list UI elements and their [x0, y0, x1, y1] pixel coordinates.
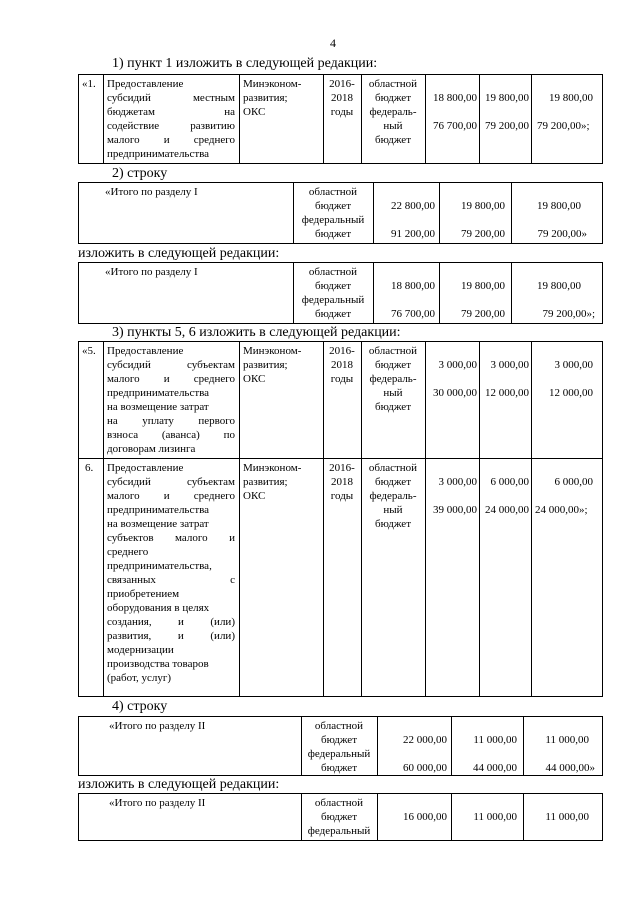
- amount-cell: 11 000,00: [545, 734, 589, 746]
- period-line: годы: [330, 106, 354, 118]
- executor-line: развития;: [243, 359, 288, 371]
- amount-cell: 3 000,00: [554, 359, 593, 371]
- source-line: бюджет: [375, 518, 411, 530]
- row-desc-line: бюджетам на: [107, 106, 235, 118]
- row-desc-line: модернизации: [107, 644, 174, 656]
- source-line: федераль-: [369, 373, 417, 385]
- source-line: областной: [368, 462, 418, 474]
- row-desc-line: субсидий субъектам: [107, 476, 235, 488]
- source-line: бюджет: [315, 280, 351, 292]
- executor-line: ОКС: [243, 106, 266, 118]
- total-label: «Итого по разделу I: [105, 186, 198, 198]
- page-number: 4: [330, 36, 336, 50]
- section1-heading: 1) пункт 1 изложить в следующей редакции:: [112, 56, 378, 71]
- executor-line: Минэконом-: [243, 78, 302, 90]
- source-line: федеральный: [307, 748, 371, 760]
- period-line: 2016-: [329, 78, 355, 90]
- amount-cell: 79 200,00»;: [542, 308, 595, 320]
- row-desc-line: Предоставление: [107, 345, 184, 357]
- row-desc-line: субсидий субъектам: [107, 359, 235, 371]
- amount-cell: 3 000,00: [438, 359, 477, 371]
- amount-cell: 39 000,00: [433, 504, 477, 516]
- row-desc-line: на уплату первого: [107, 415, 235, 427]
- row-desc-line: создания, и (или): [107, 616, 235, 628]
- row-desc-line: оборудования в целях: [107, 602, 210, 614]
- section1-table: [78, 74, 603, 164]
- row-desc-line: субсидий местным: [107, 92, 235, 104]
- row-desc-line: содействие развитию: [107, 120, 235, 132]
- amount-cell: 19 800,00: [461, 280, 505, 292]
- row-desc-line: малого и среднего: [107, 373, 235, 385]
- amount-cell: 79 200,00: [461, 308, 505, 320]
- amount-cell: 11 000,00: [545, 811, 589, 823]
- row-desc-line: договорам лизинга: [107, 443, 196, 455]
- section3-heading: 3) пункты 5, 6 изложить в следующей редакции:: [112, 325, 401, 340]
- amount-cell: 30 000,00: [433, 387, 477, 399]
- source-line: федераль-: [369, 490, 417, 502]
- source-line: бюджет: [321, 811, 357, 823]
- amount-cell: 19 800,00: [485, 92, 529, 104]
- amount-cell: 44 000,00: [473, 762, 517, 774]
- amount-cell: 6 000,00: [490, 476, 529, 488]
- row-desc-line: развития, и (или): [107, 630, 235, 642]
- amount-cell: 3 000,00: [490, 359, 529, 371]
- amount-cell: 79 200,00»;: [537, 120, 590, 132]
- amount-cell: 79 200,00»: [537, 228, 587, 240]
- source-line: областной: [368, 345, 418, 357]
- row-desc-line: взноса (аванса) по: [107, 429, 235, 441]
- period-line: 2018: [331, 92, 353, 104]
- executor-line: развития;: [243, 476, 288, 488]
- source-line: бюджет: [375, 476, 411, 488]
- source-line: бюджет: [315, 308, 351, 320]
- total-label: «Итого по разделу II: [109, 720, 206, 732]
- source-line: бюджет: [321, 734, 357, 746]
- section4-replace-heading: изложить в следующей редакции:: [78, 777, 280, 792]
- amount-cell: 11 000,00: [473, 734, 517, 746]
- row-desc-line: на возмещение затрат: [107, 518, 209, 530]
- amount-cell: 22 000,00: [403, 734, 447, 746]
- row-desc-line: (работ, услуг): [107, 672, 172, 684]
- amount-cell: 16 000,00: [403, 811, 447, 823]
- row-desc-line: предпринимательства,: [107, 560, 212, 572]
- row-desc-line: малого и среднего: [107, 134, 235, 146]
- section4-table: [78, 716, 603, 776]
- row-number: «5.: [82, 345, 96, 357]
- amount-cell: 19 800,00: [537, 200, 581, 212]
- row-desc-line: предпринимательства: [107, 504, 210, 516]
- executor-line: Минэконом-: [243, 345, 302, 357]
- amount-cell: 76 700,00: [433, 120, 477, 132]
- section4-new-table: [78, 793, 603, 841]
- amount-cell: 3 000,00: [438, 476, 477, 488]
- section2-replace-heading: изложить в следующей редакции:: [78, 246, 280, 261]
- period-line: 2016-: [329, 462, 355, 474]
- period-line: 2018: [331, 359, 353, 371]
- source-line: бюджет: [375, 401, 411, 413]
- amount-cell: 91 200,00: [391, 228, 435, 240]
- source-line: федеральный: [301, 214, 365, 226]
- source-line: бюджет: [315, 228, 351, 240]
- source-line: бюджет: [315, 200, 351, 212]
- section3-table: [78, 341, 603, 697]
- row-desc-line: Предоставление: [107, 462, 184, 474]
- period-line: 2016-: [329, 345, 355, 357]
- source-line: бюджет: [375, 134, 411, 146]
- source-line: федераль-: [369, 106, 417, 118]
- amount-cell: 79 200,00: [461, 228, 505, 240]
- period-line: 2018: [331, 476, 353, 488]
- row-desc-line: приобретением: [107, 588, 180, 600]
- row-desc-line: предпринимательства: [107, 387, 210, 399]
- source-line: областной: [368, 78, 418, 90]
- amount-cell: 60 000,00: [403, 762, 447, 774]
- source-line: бюджет: [375, 92, 411, 104]
- source-line: областной: [308, 266, 358, 278]
- amount-cell: 44 000,00»: [545, 762, 595, 774]
- source-line: бюджет: [321, 762, 357, 774]
- row-number: «1.: [82, 78, 96, 90]
- source-line: федеральный: [307, 825, 371, 837]
- row-desc-line: субъектов малого и: [107, 532, 235, 544]
- amount-cell: 24 000,00»;: [535, 504, 588, 516]
- source-line: областной: [314, 797, 364, 809]
- row-desc-line: на возмещение затрат: [107, 401, 209, 413]
- total-label: «Итого по разделу II: [109, 797, 206, 809]
- period-line: годы: [330, 373, 354, 385]
- amount-cell: 11 000,00: [473, 811, 517, 823]
- amount-cell: 12 000,00: [549, 387, 593, 399]
- executor-line: ОКС: [243, 490, 266, 502]
- amount-cell: 19 800,00: [549, 92, 593, 104]
- source-line: ный: [383, 387, 403, 399]
- section2-table: [78, 182, 603, 244]
- total-label: «Итого по разделу I: [105, 266, 198, 278]
- amount-cell: 76 700,00: [391, 308, 435, 320]
- amount-cell: 6 000,00: [554, 476, 593, 488]
- source-line: областной: [314, 720, 364, 732]
- row-desc-line: Предоставление: [107, 78, 184, 90]
- source-line: бюджет: [375, 359, 411, 371]
- section2-heading: 2) строку: [112, 166, 168, 181]
- source-line: областной: [308, 186, 358, 198]
- source-line: федеральный: [301, 294, 365, 306]
- row-number: 6.: [85, 462, 94, 474]
- amount-cell: 79 200,00: [485, 120, 529, 132]
- amount-cell: 19 800,00: [461, 200, 505, 212]
- row-desc-line: производства товаров: [107, 658, 209, 670]
- row-desc-line: связанных с: [107, 574, 235, 586]
- row-desc-line: среднего: [107, 546, 149, 558]
- amount-cell: 19 800,00: [537, 280, 581, 292]
- source-line: ный: [383, 120, 403, 132]
- amount-cell: 22 800,00: [391, 200, 435, 212]
- source-line: ный: [383, 504, 403, 516]
- executor-line: Минэконом-: [243, 462, 302, 474]
- executor-line: развития;: [243, 92, 288, 104]
- section4-heading: 4) строку: [112, 699, 168, 714]
- amount-cell: 12 000,00: [485, 387, 529, 399]
- amount-cell: 18 800,00: [391, 280, 435, 292]
- amount-cell: 18 800,00: [433, 92, 477, 104]
- period-line: годы: [330, 490, 354, 502]
- amount-cell: 24 000,00: [485, 504, 529, 516]
- row-desc-line: предпринимательства: [107, 148, 210, 160]
- row-desc-line: малого и среднего: [107, 490, 235, 502]
- section2-new-table: [78, 262, 603, 324]
- executor-line: ОКС: [243, 373, 266, 385]
